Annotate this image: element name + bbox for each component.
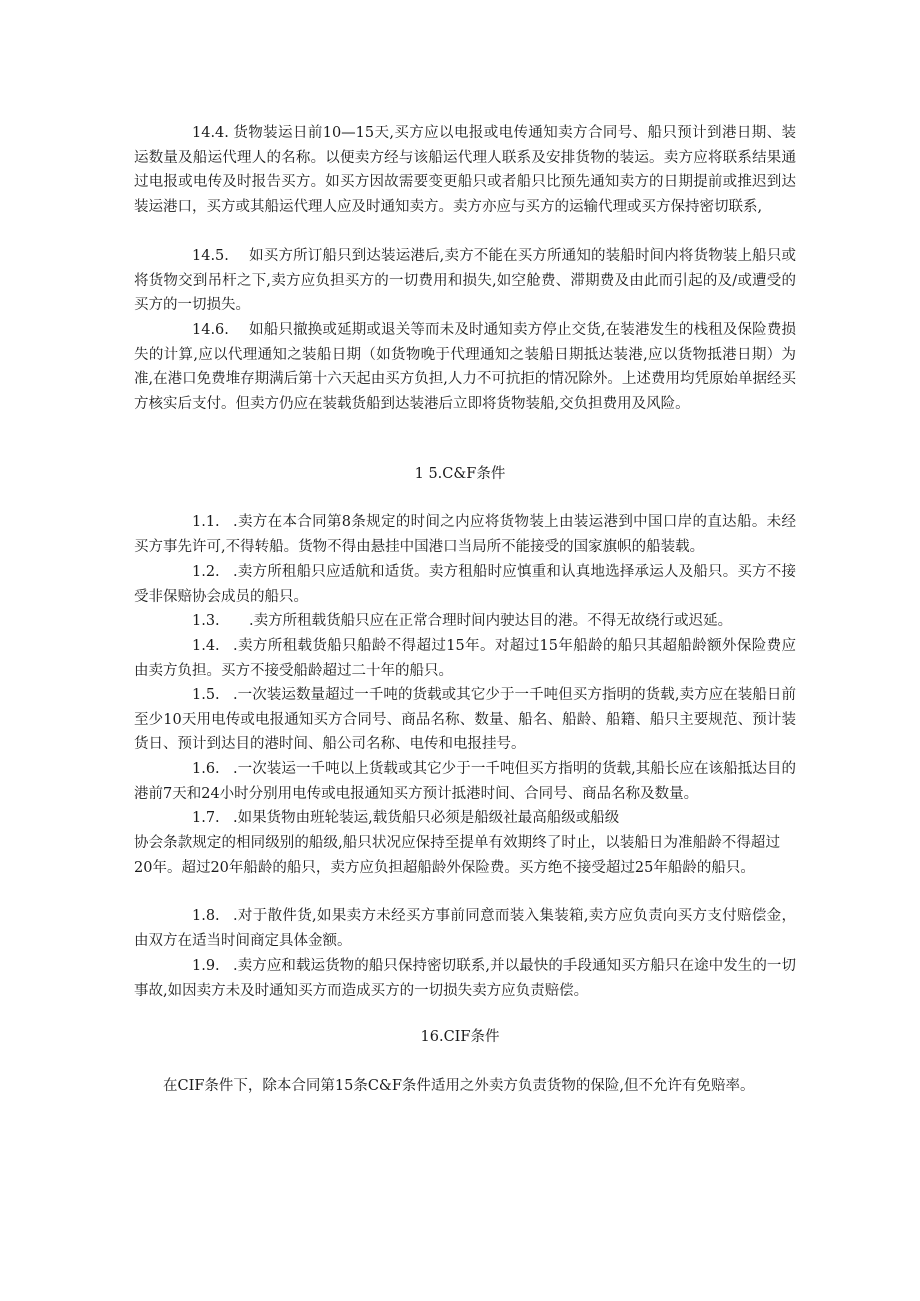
clause-number: 1.7. (192, 810, 220, 826)
clause-text: 货物装运日前10—15天,买方应以电报或电传通知卖方合同号、船只预计到港日期、装运数量及船运代理人的名称。以便卖方经与该船运代理人联系及安排货物的装运。卖方应将联系结果通过电报或电传及时报告买方。如买方因故需要变更船只或者船只比预先通知卖方的日期提前或推迟到达装运港口，买方或其船运代理人应及时通知卖方。卖方亦应与买方的运输代理或买方保持密切联系, (134, 125, 796, 215)
clause-text: 如买方所订船只到达装运港后,卖方不能在买方所通知的装船时间内将货物装上船只或将货物交到吊杆之下,卖方应负担买方的一切费用和损失,如空舱费、滞期费及由此而引起的及/或遭受的买方的一切损失。 (134, 248, 796, 314)
clause-text: .卖方所租载货船只应在正常合理时间内驶达目的港。不得无故绕行或迟延。 (249, 613, 733, 629)
clause-15-2 (134, 560, 796, 609)
section-heading-15: 1 5.C&F条件 (414, 466, 506, 482)
clause-15-6 (134, 757, 796, 806)
clause-number: 14.5. (192, 248, 229, 264)
clause-text: .一次装运一千吨以上货载或其它少于一千吨但买方指明的货载,其船长应在该船抵达目的港前7天和24小时分别用电传或电报通知买方预计抵港时间、合同号、商品名称及数量。 (134, 761, 796, 802)
clause-text: .卖方在本合同第8条规定的时间之内应将货物装上由装运港到中国口岸的直达船。未经买方事先许可,不得转船。货物不得由悬挂中国港口当局所不能接受的国家旗帜的船装载。 (134, 514, 796, 555)
clause-number: 1.8. (192, 908, 220, 924)
clause-15-7 (134, 806, 796, 831)
clause-text: 协会条款规定的相同级别的船级,船只状况应保持至提单有效期终了时止，以装船日为准船龄不得超过20年。超过20年船龄的船只，卖方应负担超船龄外保险费。买方绝不接受超过25年船龄的船只。 (134, 835, 780, 876)
clause-15-5 (134, 683, 796, 757)
clause-15-1 (134, 510, 796, 559)
clause-15-3 (134, 609, 796, 634)
clause-text: .卖方应和载运货物的船只保持密切联系,并以最快的手段通知买方船只在途中发生的一切事故,如因卖方未及时通知买方而造成买方的一切损失卖方应负责赔偿。 (134, 958, 796, 999)
clause-15-7-continued (134, 831, 780, 880)
clause-text: 如船只撤换或延期或退关等而未及时通知卖方停止交货,在装港发生的栈租及保险费损失的计算,应以代理通知之装船日期（如货物晚于代理通知之装船日期抵达装港,应以货物抵港日期）为准,在港口免费堆存期满后第十六天起由买方负担,人力不可抗拒的情况除外。上述费用均凭原始单据经买方核实后支付。但卖方仍应在装载货船到达装港后立即将货物装船,交负担费用及风险。 (134, 322, 796, 412)
clause-text: .如果货物由班轮装运,载货船只必须是船级社最高船级或船级 (233, 810, 620, 826)
clause-14-6 (134, 318, 796, 416)
clause-number: 14.4. (192, 125, 229, 141)
clause-number: 1.5. (192, 687, 220, 703)
clause-text: .一次装运数量超过一千吨的货载或其它少于一千吨但买方指明的货载,卖方应在装船日前至少10天用电传或电报通知买方合同号、商品名称、数量、船名、船龄、船籍、船只主要规范、预计装货日、预计到达目的港时间、船公司名称、电传和电报挂号。 (134, 687, 796, 753)
clause-15-4 (134, 634, 796, 683)
clause-15-8 (134, 904, 796, 953)
clause-16 (134, 1074, 796, 1099)
clause-number: 1.3. (192, 613, 220, 629)
clause-text: 在CIF条件下，除本合同第15条C&F条件适用之外卖方负责货物的保险,但不允许有免赔率。 (163, 1078, 755, 1094)
clause-text: .对于散件货,如果卖方未经买方事前同意而装入集装箱,卖方应负责向买方支付赔偿金，由双方在适当时间商定具体金额。 (134, 908, 796, 949)
clause-number: 1.1. (192, 514, 220, 530)
clause-number: 1.9. (192, 958, 220, 974)
clause-number: 14.6. (192, 322, 229, 338)
clause-number: 1.6. (192, 761, 220, 777)
clause-14-5 (134, 244, 796, 318)
clause-number: 1.4. (192, 638, 220, 654)
clause-text: .卖方所租船只应适航和适货。卖方租船时应慎重和认真地选择承运人及船只。买方不接受非保赔协会成员的船只。 (134, 564, 796, 605)
clause-text: .卖方所租载货船只船龄不得超过15年。对超过15年船龄的船只其超船龄额外保险费应由卖方负担。买方不接受船龄超过二十年的船只。 (134, 638, 796, 679)
section-heading-16: 16.CIF条件 (420, 1029, 500, 1045)
clause-15-9 (134, 954, 796, 1003)
clause-number: 1.2. (192, 564, 220, 580)
clause-14-4 (134, 121, 796, 219)
